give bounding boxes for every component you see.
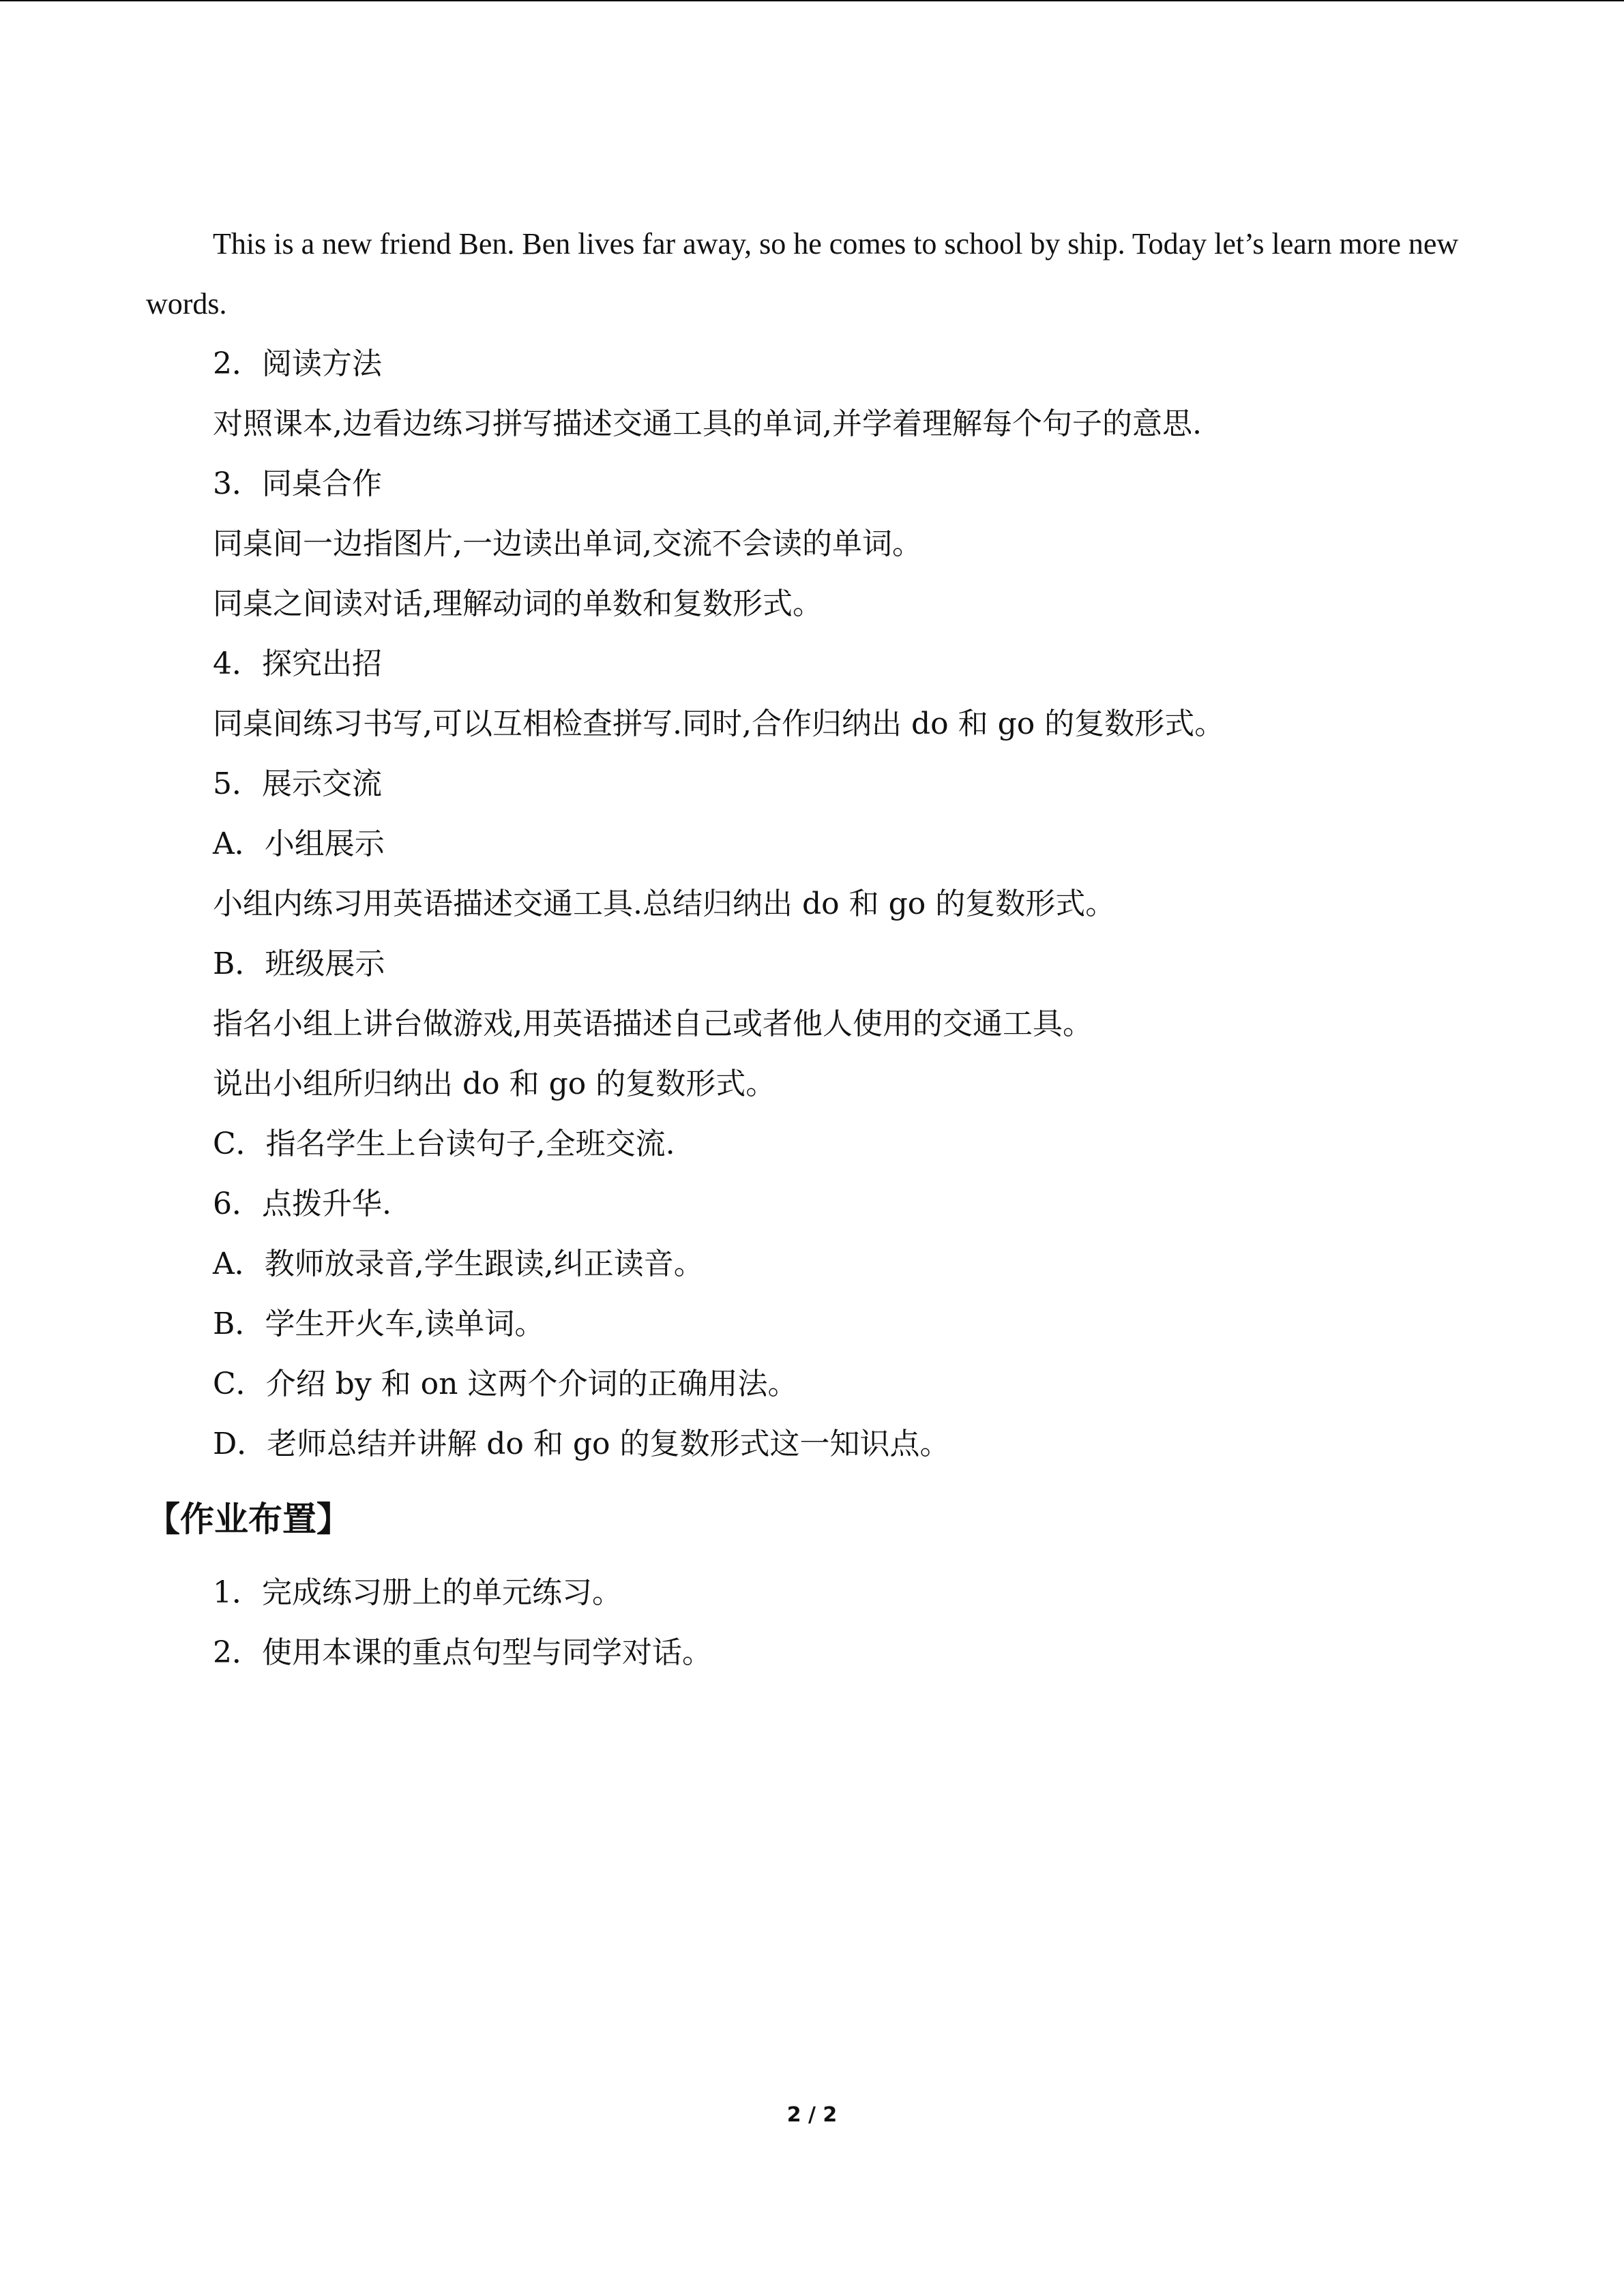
line-show-exchange-heading: 5．展示交流 <box>213 766 382 801</box>
line-summary-d: D．老师总结并讲解 do 和 go 的复数形式这一知识点。 <box>213 1427 950 1461</box>
homework-item-2: 2．使用本课的重点句型与同学对话。 <box>213 1635 712 1670</box>
homework-item-1: 1．完成练习册上的单元练习。 <box>213 1575 622 1610</box>
page-content <box>146 214 1483 1683</box>
line-class-show-text-1: 指名小组上讲台做游戏,用英语描述自己或者他人使用的交通工具。 <box>213 1007 1093 1041</box>
line-explore-heading: 4．探究出招 <box>213 646 382 681</box>
line-summary-a: A．教师放录音,学生跟读,纠正读音。 <box>213 1247 704 1281</box>
line-summary-c: C．介绍 by 和 on 这两个介词的正确用法。 <box>213 1367 798 1401</box>
line-explore-text: 同桌间练习书写,可以互相检查拼写.同时,合作归纳出 do 和 go 的复数形式。 <box>213 706 1225 741</box>
line-group-show-text: 小组内练习用英语描述交通工具.总结归纳出 do 和 go 的复数形式。 <box>213 886 1116 921</box>
line-read-sentences: C．指名学生上台读句子,全班交流. <box>213 1127 675 1161</box>
line-summary-heading: 6．点拨升华. <box>213 1187 392 1221</box>
homework-title: 【作业布置】 <box>146 1500 351 1539</box>
line-reading-method-heading: 2．阅读方法 <box>213 346 382 381</box>
line-pair-work-text-1: 同桌间一边指图片,一边读出单词,交流不会读的单词。 <box>213 526 922 561</box>
line-pair-work-heading: 3．同桌合作 <box>213 466 382 501</box>
page-number: 2 / 2 <box>786 2103 838 2127</box>
line-group-show-heading: A．小组展示 <box>213 826 385 861</box>
line-pair-work-text-2: 同桌之间读对话,理解动词的单数和复数形式。 <box>213 586 823 621</box>
line-class-show-heading: B．班级展示 <box>213 946 385 981</box>
intro-paragraph: This is a new friend Ben. Ben lives far away, so he comes to school by ship. Today let’s learn more new words. <box>146 227 1459 320</box>
line-summary-b: B．学生开火车,读单词。 <box>213 1307 545 1341</box>
line-class-show-text-2: 说出小组所归纳出 do 和 go 的复数形式。 <box>213 1067 776 1101</box>
line-reading-method-text: 对照课本,边看边练习拼写描述交通工具的单词,并学着理解每个句子的意思. <box>213 406 1202 441</box>
